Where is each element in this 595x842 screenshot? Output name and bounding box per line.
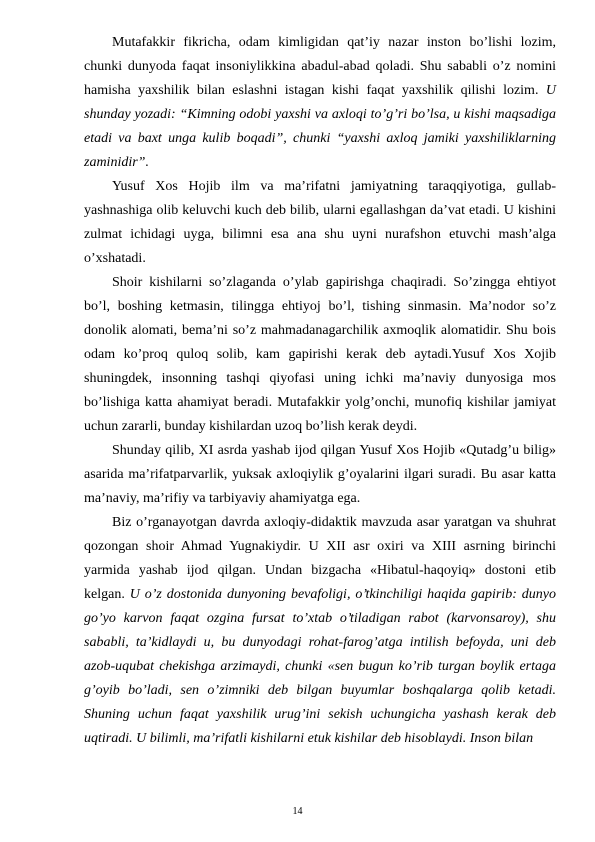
page-number: 14 (292, 806, 303, 817)
paragraph-1 (84, 31, 556, 175)
body-text (84, 31, 556, 751)
paragraph-1-italic-quote: U shunday yozadi: “Kimning odobi yaxshi va axloqi to’g’ri bo’lsa, u kishi maqsadiga etadi va baxt unga kulib boqadi”, chunki “yaxshi axloq jamiki yaxshiliklarning zaminidir”. (84, 83, 556, 170)
paragraph-5-text: Biz o’rganayotgan davrda axloqiy-didaktik mavzuda asar yaratgan va shuhrat qozongan shoir Ahmad Yugnakiydir. U XII asr oxiri va XIII asrning birinchi yarmida yashab ijod qilgan. Undan bizgacha «Hibatul-haqoyiq» dostoni etib kelgan. (84, 515, 556, 602)
paragraph-3-text: Shoir kishilarni so’zlaganda o’ylab gapirishga chaqiradi. So’zingga ehtiyot bo’l, boshing ketmasin, tilingga ehtiyoj bo’l, tishing sinmasin. Ma’nodor so’z donolik alomati, bema’ni so’z mahmadanagarchilik axmoqlik alomatidir. Shu bois odam ko’proq quloq solib, kam gapirishi kerak deb aytadi.Yusuf Xos Xojib shuningdek, insonning tashqi qiyofasi uning ichki ma’naviy dunyosiga mos bo’lishiga katta ahamiyat beradi. Mutafakkir yolg’onchi, munofiq kishilar jamiyat uchun zararli, bunday kishilardan uzoq bo’lish kerak deydi. (84, 275, 556, 434)
paragraph-5-italic-text: U o’z dostonida dunyoning bevafoligi, o’tkinchiligi haqida gapirib: dunyo go’yo karvon faqat ozgina fursat to’xtab o’tiladigan rabot (karvonsaroy), shu sababli, ta’kidlaydi u, bu dunyodagi rohat-farog’atga intilish befoyda, uni deb azob-uqubat chekishga arzimaydi, chunki «sen bugun ko’rib turgan boylik ertaga g’oyib bo’ladi, sen o’zimniki deb bilgan buyumlar boshqalarga qolib ketadi. Shuning uchun faqat yaxshilik urug’ini sekish uchungicha yashash kerak deb uqtiradi. U bilimli, ma’rifatli kishilarni etuk kishilar deb hisoblaydi. Inson bilan (84, 587, 556, 746)
paragraph-2-text: Yusuf Xos Hojib ilm va ma’rifatni jamiyatning taraqqiyotiga, gullab-yashnashiga olib keluvchi kuch deb bilib, ularni egallashgan da’vat etadi. U kishini zulmat ichidagi uyga, bilimni esa ana shu uyni nurafshon etuvchi mash’alga o’xshatadi. (84, 179, 556, 266)
paragraph-2 (84, 175, 556, 271)
paragraph-5 (84, 511, 556, 751)
paragraph-1-text: Mutafakkir fikricha, odam kimligidan qat’iy nazar inston bo’lishi lozim, chunki dunyoda faqat insoniylikkina abadul-abad qoladi. Shu sababli o’z nomini hamisha yaxshilik bilan eslashni istagan kishi faqat yaxshilik qilishi lozim. (84, 35, 556, 98)
paragraph-4 (84, 439, 556, 511)
paragraph-3 (84, 271, 556, 439)
paragraph-4-text: Shunday qilib, XI asrda yashab ijod qilgan Yusuf Xos Hojib «Qutadg’u bilig» asarida ma’rifatparvarlik, yuksak axloqiylik g’oyalarini ilgari suradi. Bu asar katta ma’naviy, ma’rifiy va tarbiyaviy ahamiyatga ega. (84, 443, 556, 506)
